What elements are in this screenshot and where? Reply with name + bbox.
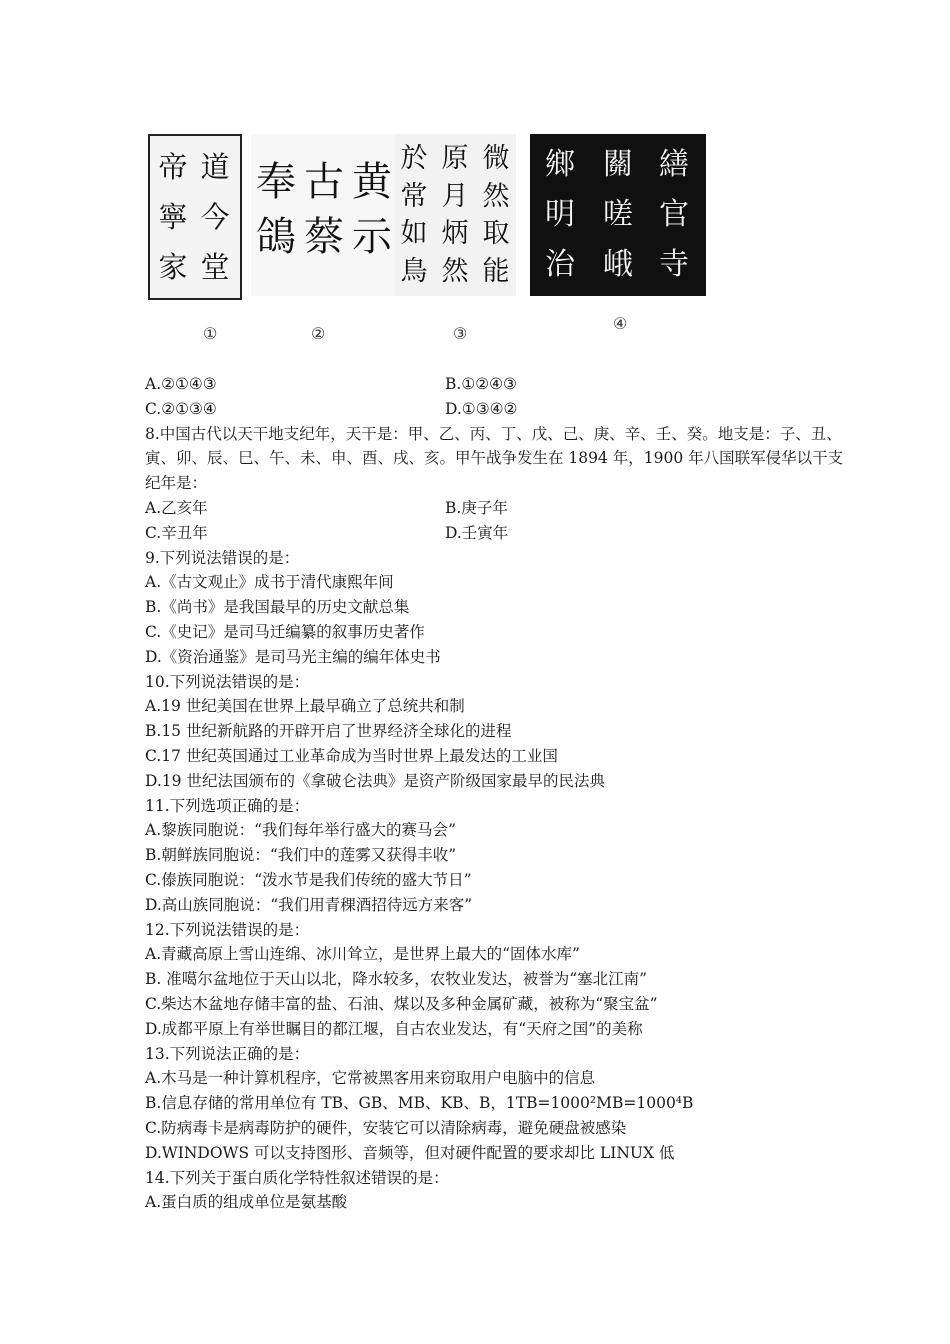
glyph: 官 <box>659 197 689 232</box>
glyph: 常 <box>400 180 428 212</box>
glyph-column <box>438 140 472 290</box>
glyph: 於 <box>400 143 428 175</box>
glyph-column <box>536 140 584 290</box>
option-d: D.成都平原上有举世瞩目的都江堰，自古农业发达，有“天府之国”的美称 <box>145 1019 643 1038</box>
option-b: B.《尚书》是我国最早的历史文献总集 <box>145 598 410 617</box>
calligraphy-figure <box>143 128 718 350</box>
option-d: D.①③④② <box>445 399 518 418</box>
glyph: 取 <box>482 218 510 250</box>
glyph: 然 <box>482 180 510 212</box>
glyph: 鳥 <box>400 255 428 287</box>
glyph: 奉 <box>256 158 296 205</box>
glyph: 示 <box>352 213 392 260</box>
option-d: D.高山族同胞说：“我们用青稞酒招待远方来客” <box>145 895 473 914</box>
glyph-column <box>594 140 642 290</box>
glyph-column <box>198 142 232 292</box>
glyph: 今 <box>200 199 230 234</box>
option-b: B.15 世纪新航路的开辟开启了世界经济全球化的进程 <box>145 722 512 741</box>
figure-label-4: ④ <box>613 314 628 333</box>
option-d: D.壬寅年 <box>445 523 509 542</box>
glyph-column <box>650 140 698 290</box>
question-stem: 8.中国古代以天干地支纪年，天干是：甲、乙、丙、丁、戊、己、庚、辛、壬、癸。地支是：子、丑、 <box>145 424 842 443</box>
question-stem: 寅、卯、辰、巳、午、未、申、酉、戌、亥。甲午战争发生在 1894 年，1900 年八国联军侵华以干支 <box>145 449 844 468</box>
glyph: 微 <box>482 143 510 175</box>
glyph-column <box>299 154 349 264</box>
calligraphy-panel-1 <box>148 134 242 300</box>
option-c: C.②①③④ <box>145 399 217 418</box>
option-d: D.《资治通鉴》是司马光主编的编年体史书 <box>145 647 441 666</box>
question-stem: 10.下列说法错误的是： <box>145 672 310 691</box>
glyph-column <box>251 154 301 264</box>
glyph: 繕 <box>659 147 689 182</box>
option-c: C.柴达木盆地存储丰富的盐、石油、煤以及多种金属矿藏，被称为“聚宝盆” <box>145 994 658 1013</box>
option-b: B.①②④③ <box>445 375 517 393</box>
question-text <box>145 372 844 1215</box>
question-stem: 14.下列关于蛋白质化学特性叙述错误的是： <box>145 1168 449 1187</box>
option-row <box>145 397 825 422</box>
glyph: 鄉 <box>545 147 575 182</box>
glyph: 明 <box>545 197 575 232</box>
glyph: 蔡 <box>304 213 344 260</box>
option-a: A.蛋白质的组成单位是氨基酸 <box>145 1193 348 1212</box>
option-a: A.青藏高原上雪山连绵、冰川耸立，是世界上最大的“固体水库” <box>145 945 580 964</box>
glyph: 關 <box>603 147 633 182</box>
glyph: 月 <box>441 180 469 212</box>
option-d: D.WINDOWS 可以支持图形、音频等，但对硬件配置的要求却比 LINUX 低 <box>145 1143 675 1162</box>
option-c: C.傣族同胞说：“泼水节是我们传统的盛大节日” <box>145 870 472 889</box>
calligraphy-panel-2 <box>251 134 411 296</box>
option-c: C.防病毒卡是病毒防护的硬件，安装它可以清除病毒，避免硬盘被感染 <box>145 1118 627 1137</box>
question-stem: 12.下列说法错误的是： <box>145 920 310 939</box>
option-row <box>145 521 825 546</box>
glyph: 峨 <box>603 247 633 282</box>
option-row <box>145 372 825 397</box>
question-stem: 11.下列选项正确的是： <box>145 796 310 815</box>
option-b: B. 准噶尔盆地位于天山以北，降水较多，农牧业发达，被誉为“塞北江南” <box>145 970 648 989</box>
glyph-column <box>479 140 513 290</box>
glyph: 古 <box>304 158 344 205</box>
glyph-column <box>156 142 190 292</box>
option-c: C.《史记》是司马迁编纂的叙事历史著作 <box>145 622 425 641</box>
option-b: B.信息存储的常用单位有 TB、GB、MB、KB、B，1TB=1000²MB=1000⁴B <box>145 1094 694 1113</box>
option-c: C.辛丑年 <box>145 523 208 542</box>
glyph: 然 <box>441 255 469 287</box>
glyph-column <box>347 154 397 264</box>
glyph: 治 <box>545 247 575 282</box>
calligraphy-panel-4 <box>530 134 706 296</box>
option-d: D.19 世纪法国颁布的《拿破仑法典》是资产阶级国家最早的民法典 <box>145 771 605 790</box>
figure-label-3: ③ <box>453 324 468 343</box>
glyph: 堂 <box>200 249 230 284</box>
glyph: 道 <box>200 149 230 184</box>
glyph: 鴿 <box>256 213 296 260</box>
glyph: 寧 <box>158 199 188 234</box>
question-stem: 纪年是： <box>145 474 208 493</box>
option-a: A.19 世纪美国在世界上最早确立了总统共和制 <box>145 697 465 716</box>
option-a: A.黎族同胞说：“我们每年举行盛大的赛马会” <box>145 821 456 840</box>
figure-label-2: ② <box>311 324 326 343</box>
question-stem: 9.下列说法错误的是： <box>145 548 300 567</box>
calligraphy-panel-3 <box>395 134 516 296</box>
glyph: 原 <box>441 143 469 175</box>
figure-label-1: ① <box>203 324 218 343</box>
option-a: A.乙亥年 <box>145 498 208 517</box>
option-c: C.17 世纪英国通过工业革命成为当时世界上最发达的工业国 <box>145 746 558 765</box>
option-b: B.庚子年 <box>445 498 508 517</box>
glyph: 帝 <box>158 149 188 184</box>
glyph: 嗟 <box>603 197 633 232</box>
glyph: 黄 <box>352 158 392 205</box>
glyph: 炳 <box>441 218 469 250</box>
glyph: 如 <box>400 218 428 250</box>
option-a: A.②①④③ <box>145 375 217 393</box>
option-a: A.《古文观止》成书于清代康熙年间 <box>145 573 394 592</box>
glyph: 能 <box>482 255 510 287</box>
option-a: A.木马是一种计算机程序，它常被黑客用来窃取用户电脑中的信息 <box>145 1069 596 1088</box>
question-stem: 13.下列说法正确的是： <box>145 1044 310 1063</box>
glyph: 寺 <box>659 247 689 282</box>
glyph-column <box>397 140 431 290</box>
option-row <box>145 496 825 521</box>
glyph: 家 <box>158 249 188 284</box>
option-b: B.朝鲜族同胞说：“我们中的莲雾又获得丰收” <box>145 846 457 865</box>
